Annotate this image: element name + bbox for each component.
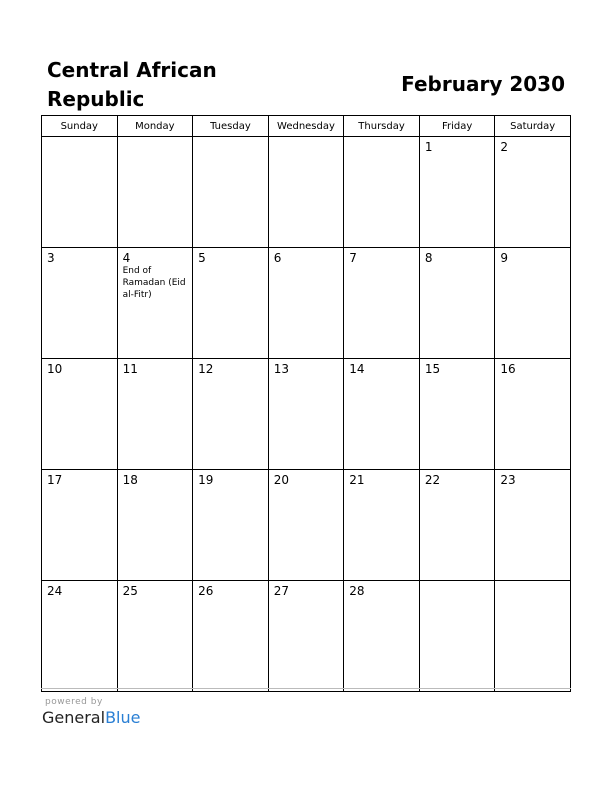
day-number: 8	[424, 251, 433, 265]
day-cell	[268, 248, 344, 359]
day-number: 26	[198, 584, 214, 598]
holiday-label: End of Ramadan (Eid al-Fitr)	[122, 266, 186, 300]
day-number: 22	[424, 473, 441, 487]
day-cell	[42, 470, 118, 581]
weekday-header: Monday	[117, 116, 193, 137]
day-number: 24	[47, 584, 63, 598]
day-number: 2	[500, 140, 509, 154]
day-cell	[117, 248, 193, 359]
day-cell	[117, 359, 193, 470]
day-cell	[117, 137, 193, 248]
day-number: 23	[500, 473, 516, 487]
day-number: 5	[198, 251, 206, 265]
day-number: 1	[424, 140, 433, 154]
day-number: 14	[349, 362, 365, 376]
weekday-header: Friday	[419, 116, 495, 137]
day-number: 9	[500, 251, 509, 265]
day-cell	[419, 137, 495, 248]
day-cell	[344, 581, 420, 692]
day-number: 6	[273, 251, 282, 265]
day-number: 7	[349, 251, 357, 265]
day-cell	[344, 470, 420, 581]
weekday-header: Saturday	[495, 116, 571, 137]
day-cell	[495, 248, 571, 359]
day-cell	[42, 137, 118, 248]
day-cell	[344, 248, 420, 359]
week-row	[42, 581, 571, 692]
day-cell	[193, 581, 269, 692]
day-cell	[42, 359, 118, 470]
day-cell	[42, 581, 118, 692]
day-cell	[193, 359, 269, 470]
day-number: 15	[424, 362, 441, 376]
day-number	[269, 137, 344, 140]
day-cell	[344, 359, 420, 470]
weekday-header: Thursday	[344, 116, 420, 137]
day-cell	[344, 137, 420, 248]
day-number	[420, 581, 495, 584]
day-cell	[495, 470, 571, 581]
day-number: 4	[122, 251, 131, 265]
day-cell	[117, 581, 193, 692]
weekday-header: Tuesday	[193, 116, 269, 137]
week-row	[42, 359, 571, 470]
day-number: 16	[500, 362, 516, 376]
week-row	[42, 248, 571, 359]
day-number	[42, 137, 117, 140]
weekday-header: Sunday	[42, 116, 118, 137]
day-number: 19	[198, 473, 214, 487]
day-cell	[42, 248, 118, 359]
day-cell	[268, 359, 344, 470]
day-number	[344, 137, 419, 140]
day-number: 3	[47, 251, 55, 265]
generalblue-logo[interactable]	[42, 708, 140, 728]
calendar-grid	[41, 115, 571, 692]
month-title: February 2030	[401, 72, 565, 96]
day-number: 28	[349, 584, 365, 598]
day-number: 21	[349, 473, 365, 487]
day-number	[118, 137, 193, 140]
day-cell	[193, 248, 269, 359]
day-cell	[419, 248, 495, 359]
day-cell	[268, 137, 344, 248]
country-title: Central African Republic	[47, 58, 217, 111]
day-cell	[419, 359, 495, 470]
day-number: 13	[273, 362, 289, 376]
day-number: 27	[273, 584, 289, 598]
day-number: 11	[122, 362, 138, 376]
day-number: 17	[47, 473, 63, 487]
day-cell	[193, 137, 269, 248]
day-number: 18	[122, 473, 138, 487]
day-cell	[268, 470, 344, 581]
day-cell	[495, 137, 571, 248]
day-number: 25	[122, 584, 138, 598]
weekday-header: Wednesday	[268, 116, 344, 137]
day-number: 12	[198, 362, 214, 376]
week-row	[42, 137, 571, 248]
footer-divider	[41, 688, 571, 689]
weekday-header-row	[42, 116, 571, 137]
day-cell	[193, 470, 269, 581]
day-number: 10	[47, 362, 63, 376]
day-cell	[419, 470, 495, 581]
day-cell	[268, 581, 344, 692]
day-cell	[495, 359, 571, 470]
powered-by-label: powered by	[45, 697, 103, 707]
day-number: 20	[273, 473, 289, 487]
day-cell	[117, 470, 193, 581]
brand-general-text: General	[42, 708, 106, 727]
week-row	[42, 470, 571, 581]
day-cell	[419, 581, 495, 692]
brand-blue-text: Blue	[105, 708, 141, 727]
day-number	[495, 581, 570, 584]
day-number	[193, 137, 268, 140]
day-cell	[495, 581, 571, 692]
